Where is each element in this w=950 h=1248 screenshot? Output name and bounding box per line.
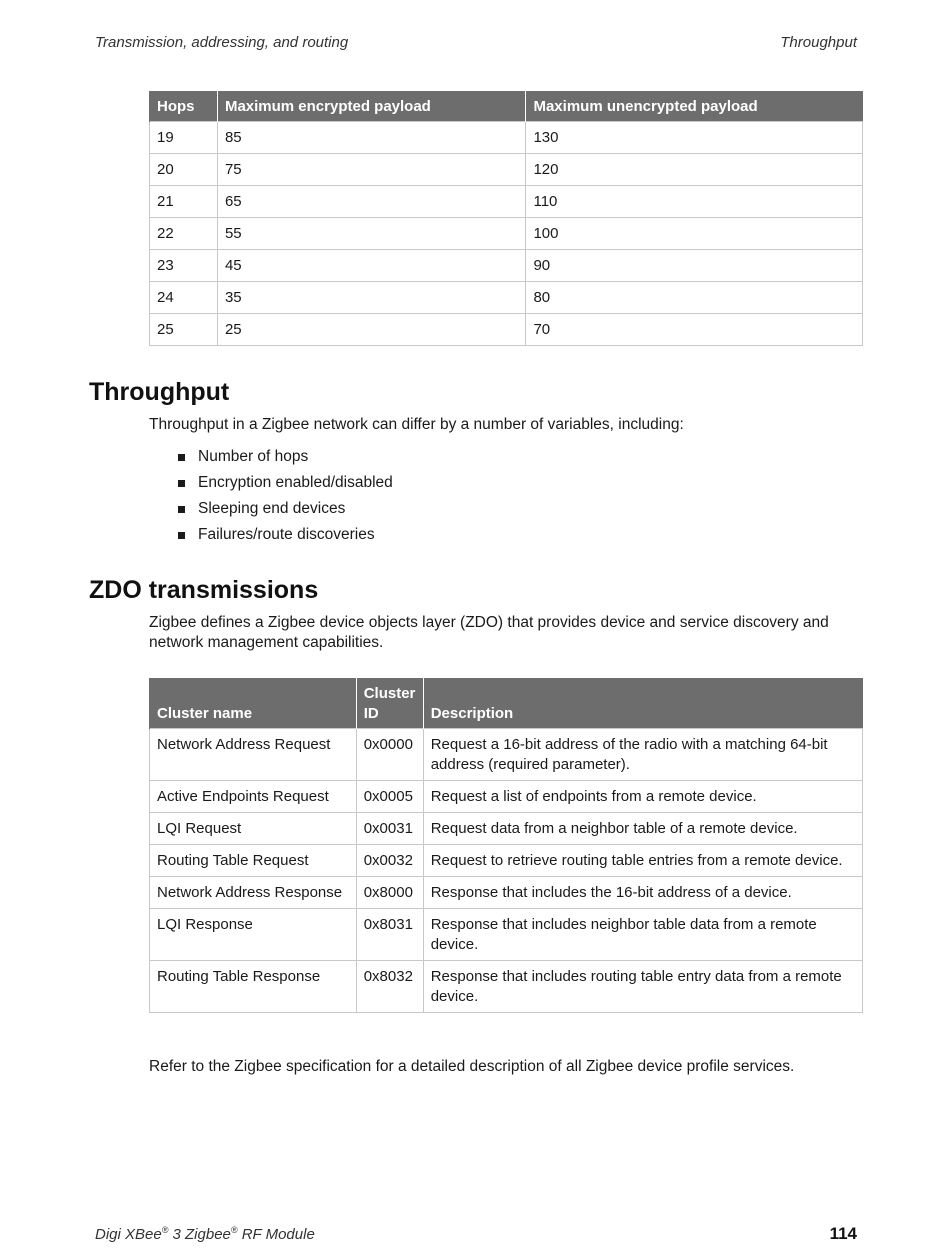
table-cell: Request to retrieve routing table entries from a remote device.: [423, 845, 862, 877]
list-item-text: Sleeping end devices: [198, 500, 346, 517]
table-cell: Response that includes the 16-bit address of a device.: [423, 877, 862, 909]
zdo-cluster-table: [149, 678, 863, 1013]
column-header: Maximum encrypted payload: [217, 91, 526, 122]
table-row: [150, 813, 863, 845]
table-cell: 0x0031: [356, 813, 423, 845]
bullet-square-icon: [178, 532, 185, 539]
table-cell: 90: [526, 250, 863, 282]
column-header: Cluster ID: [356, 678, 423, 729]
table-cell: 110: [526, 186, 863, 218]
table-cell: 35: [217, 282, 526, 314]
throughput-variables-list: [178, 447, 393, 551]
table-cell: LQI Response: [150, 909, 357, 961]
table-row: [150, 250, 863, 282]
footer-title-part: Digi XBee: [95, 1226, 162, 1243]
table-header-row: [150, 91, 863, 122]
table-row: [150, 154, 863, 186]
column-header: Maximum unencrypted payload: [526, 91, 863, 122]
table-cell: 65: [217, 186, 526, 218]
table-row: [150, 877, 863, 909]
bullet-square-icon: [178, 506, 185, 513]
table-row: [150, 961, 863, 1013]
table-cell: Request a list of endpoints from a remote device.: [423, 781, 862, 813]
zdo-reference-note: Refer to the Zigbee specification for a detailed description of all Zigbee device profile services.: [149, 1058, 795, 1075]
table-cell: 0x0000: [356, 729, 423, 781]
bullet-square-icon: [178, 480, 185, 487]
footer-title-part: RF Module: [237, 1226, 315, 1243]
table-header-row: [150, 678, 863, 729]
list-item: [178, 499, 393, 525]
table-row: [150, 186, 863, 218]
table-cell: 55: [217, 218, 526, 250]
table-cell: 100: [526, 218, 863, 250]
table-cell: Routing Table Response: [150, 961, 357, 1013]
table-cell: 80: [526, 282, 863, 314]
column-header: Description: [423, 678, 862, 729]
table-cell: 0x0005: [356, 781, 423, 813]
list-item: [178, 447, 393, 473]
section-heading-throughput: Throughput: [89, 378, 230, 406]
table-cell: Request data from a neighbor table of a remote device.: [423, 813, 862, 845]
footer-title-part: 3 Zigbee: [168, 1226, 231, 1243]
table-cell: 45: [217, 250, 526, 282]
page-number: 114: [829, 1224, 857, 1243]
table-row: [150, 729, 863, 781]
zdo-intro: Zigbee defines a Zigbee device objects layer (ZDO) that provides device and service discovery and network management capabilities.: [149, 614, 829, 651]
table-cell: 120: [526, 154, 863, 186]
table-cell: 23: [150, 250, 218, 282]
bullet-square-icon: [178, 454, 185, 461]
list-item: [178, 473, 393, 499]
table-cell: 85: [217, 122, 526, 154]
running-header-section: Transmission, addressing, and routing: [95, 34, 349, 51]
table-cell: Response that includes routing table entry data from a remote device.: [423, 961, 862, 1013]
table-cell: 25: [217, 314, 526, 346]
table-cell: 19: [150, 122, 218, 154]
table-row: [150, 909, 863, 961]
table-cell: 21: [150, 186, 218, 218]
list-item-text: Number of hops: [198, 448, 309, 465]
table-cell: Routing Table Request: [150, 845, 357, 877]
hops-payload-table: [149, 91, 863, 346]
table-cell: LQI Request: [150, 813, 357, 845]
table-cell: Active Endpoints Request: [150, 781, 357, 813]
list-item-text: Failures/route discoveries: [198, 526, 375, 543]
column-header: Hops: [150, 91, 218, 122]
section-heading-zdo: ZDO transmissions: [89, 576, 319, 604]
table-row: [150, 282, 863, 314]
table-cell: Network Address Response: [150, 877, 357, 909]
table-row: [150, 314, 863, 346]
table-cell: 20: [150, 154, 218, 186]
table-cell: 0x8000: [356, 877, 423, 909]
table-row: [150, 781, 863, 813]
registered-mark: ®: [230, 1225, 238, 1235]
list-item: [178, 525, 393, 551]
column-header: Cluster name: [150, 678, 357, 729]
running-header-topic: Throughput: [780, 34, 857, 51]
throughput-intro: Throughput in a Zigbee network can differ by a number of variables, including:: [149, 416, 684, 433]
table-row: [150, 122, 863, 154]
table-cell: Request a 16-bit address of the radio with a matching 64-bit address (required parameter).: [423, 729, 862, 781]
table-cell: Response that includes neighbor table data from a remote device.: [423, 909, 862, 961]
table-cell: Network Address Request: [150, 729, 357, 781]
table-row: [150, 845, 863, 877]
table-cell: 0x0032: [356, 845, 423, 877]
table-cell: 24: [150, 282, 218, 314]
table-cell: 22: [150, 218, 218, 250]
table-cell: 25: [150, 314, 218, 346]
table-cell: 0x8031: [356, 909, 423, 961]
registered-mark: ®: [161, 1225, 169, 1235]
table-cell: 70: [526, 314, 863, 346]
table-cell: 75: [217, 154, 526, 186]
table-row: [150, 218, 863, 250]
table-cell: 130: [526, 122, 863, 154]
table-cell: 0x8032: [356, 961, 423, 1013]
footer-document-title: [95, 1225, 315, 1243]
list-item-text: Encryption enabled/disabled: [198, 474, 393, 491]
